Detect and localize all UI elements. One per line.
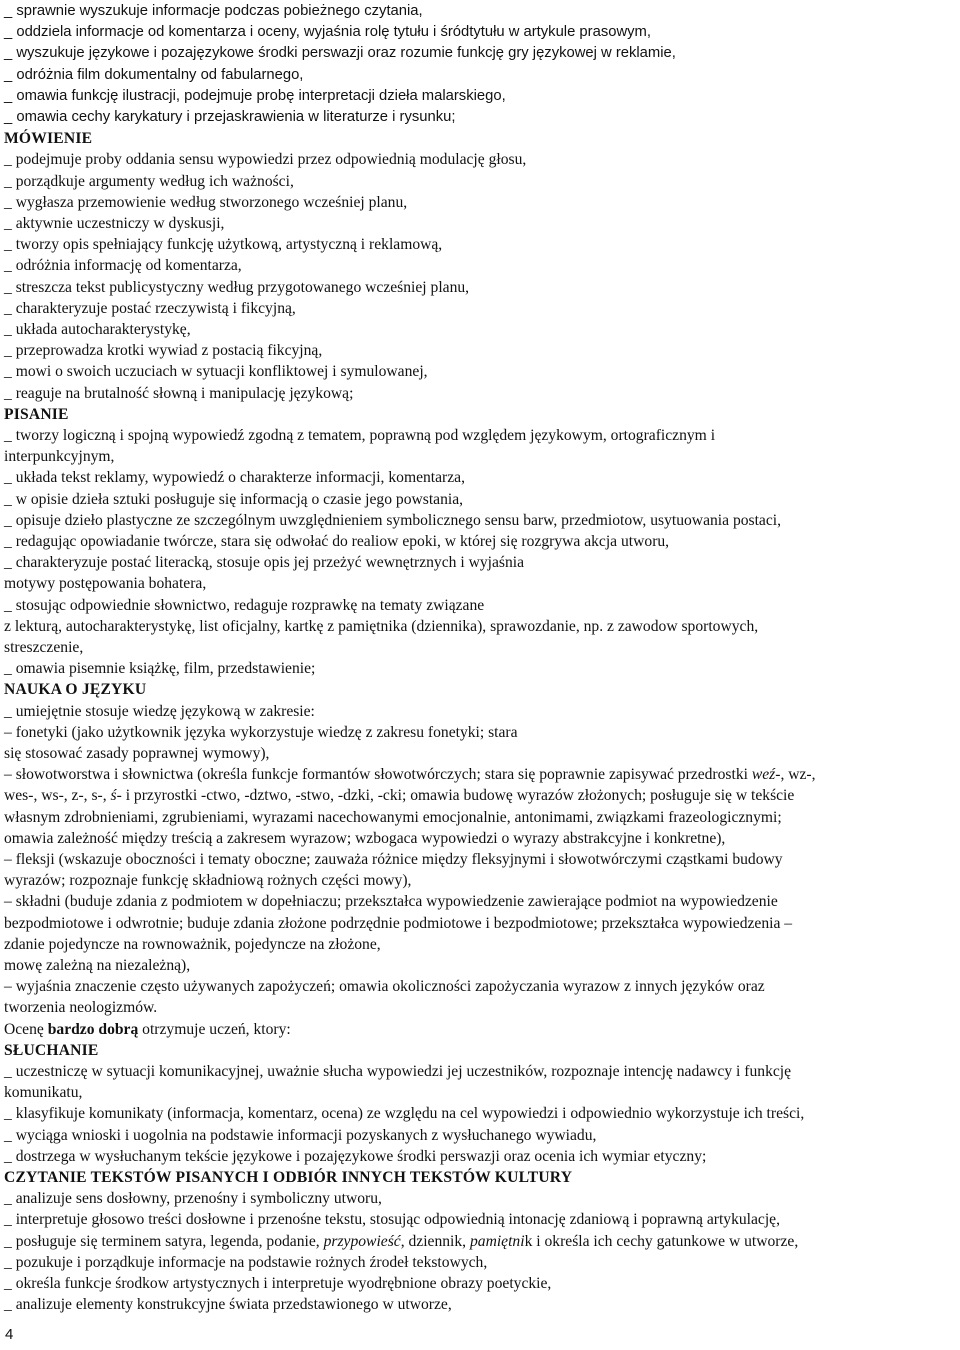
line-text: mowę zależną na niezależną), (4, 957, 191, 974)
line-text: _ odróżnia film dokumentalny od fabularnego, (4, 66, 304, 83)
line-text: – składni (buduje zdania z podmiotem w dopełniaczu; przekształca wypowiedzenie zawierające podmiot na wypowiedzenie (4, 893, 778, 911)
line-text: PISANIE (4, 405, 69, 423)
text-line (4, 573, 206, 594)
line-text: interpunkcyjnym, (4, 448, 115, 466)
line-text: _ układa tekst reklamy, wypowiedź o charakterze informacji, komentarza, (4, 469, 465, 487)
line-text: z lekturą, autocharakterystykę, list oficjalny, kartkę z pamiętnika (dziennika), sprawozdanie, np. z zawodow sportowych, (4, 617, 759, 635)
text-line (4, 849, 783, 870)
section-heading (4, 679, 146, 700)
text-line (4, 1019, 291, 1040)
text-line (4, 1, 423, 22)
text-line (4, 531, 669, 552)
text-line (4, 213, 224, 234)
text-line (4, 807, 782, 828)
line-text: _ omawia pisemnie książkę, film, przedstawienie; (4, 660, 316, 678)
line-text: – wyjaśnia znaczenie często używanych zapożyczeń; omawia okoliczności zapożyczania wyrazow z innych języków oraz (4, 978, 765, 996)
text-line (4, 361, 428, 382)
text-line (4, 467, 465, 488)
line-text: wes-, ws-, z-, s-, (4, 787, 111, 805)
line-text: _ tworzy logiczną i spojną wypowiedź zgodną z tematem, poprawną pod względem językowym, ortograficznym i (4, 427, 716, 444)
line-text: _ posługuje się terminem satyra, legenda, podanie, (4, 1232, 324, 1250)
line-text: _ dostrzega w wysłuchanym tekście językowe i pozajęzykowe środki perswazji oraz ocenia ich wymiar etyczny; (4, 1147, 707, 1165)
line-text: _ wygłasza przemowienie według stworzonego wcześniej planu, (4, 193, 408, 211)
line-text: _ porządkuje argumenty według ich ważności, (4, 172, 294, 190)
text-line (4, 764, 816, 785)
line-text: _ streszcza tekst publicystyczny według przygotowanego wcześniej planu, (4, 278, 470, 296)
line-text: bezpodmiotowe i odwrotnie; buduje zdania złożone podrzędnie podmiotowe i bezpodmiotowe; przekształca wypowiedzenia – (4, 914, 793, 932)
line-text: _ wyciąga wnioski i uogolnia na podstawie informacji pozyskanych z wysłuchanego wywiadu, (4, 1126, 597, 1144)
italic-text: przypowieść (323, 1232, 401, 1250)
line-text: _ omawia cechy karykatury i przejaskrawienia w literaturze i rysunku; (4, 109, 456, 125)
line-text: zdanie pojedyncze na rownoważnik, pojedyncze na złożone, (4, 935, 381, 953)
text-line (4, 1252, 487, 1273)
section-heading (4, 1040, 99, 1061)
text-line (4, 1082, 82, 1103)
text-line (4, 1146, 706, 1167)
line-text: otrzymuje uczeń, ktory: (138, 1020, 291, 1038)
text-line (4, 997, 157, 1018)
italic-text: pamiętni (469, 1232, 525, 1250)
line-text: _ analizuje sens dosłowny, przenośny i symboliczny utworu, (4, 1190, 382, 1208)
italic-text: weź- (751, 766, 781, 784)
line-text: _ podejmuje proby oddania sensu wypowiedzi przez odpowiednią modulację głosu, (4, 151, 527, 169)
text-line (4, 171, 294, 192)
line-text: _ stosując odpowiednie słownictwo, redaguje rozprawkę na tematy związane (4, 596, 485, 614)
text-line (4, 1188, 382, 1209)
line-text: _ wyszukuje językowe i pozajęzykowe środki perswazji oraz rozumie funkcję gry językowej w reklamie, (4, 45, 676, 62)
line-text: _ odróżnia informację od komentarza, (4, 257, 242, 275)
line-text: _ oddziela informacje od komentarza i oceny, wyjaśnia rolę tytułu i śródtytułu w artykule prasowym, (4, 24, 651, 41)
text-line (4, 107, 455, 128)
text-line (4, 595, 484, 616)
line-text: _ charakteryzuje postać literacką, stosuje opis jej przeżyć wewnętrznych i wyjaśnia (4, 554, 525, 572)
line-text: SŁUCHANIE (4, 1041, 99, 1059)
line-text: _ układa autocharakterystykę, (4, 321, 191, 338)
text-line (4, 255, 242, 276)
line-text: się stosować zasady poprawnej wymowy), (4, 745, 270, 762)
line-text: _ omawia funkcję ilustracji, podejmuje probę interpretacji dzieła malarskiego, (4, 87, 506, 104)
text-line (4, 870, 411, 891)
line-text: motywy postępowania bohatera, (4, 575, 207, 593)
line-text: – fleksji (wskazuje oboczności i tematy oboczne; zauważa różnice między fleksyjnymi i słowotwórczymi cząstkami budowy (4, 851, 783, 868)
text-line (4, 298, 296, 319)
text-line (4, 891, 778, 912)
line-text: _ opisuje dzieło plastyczne ze szczególnym uwzględnieniem symbolicznego sensu barw, przedmiotow, usytuowania postaci, (4, 511, 782, 529)
text-line (4, 510, 781, 531)
bold-text: bardzo dobrą (47, 1020, 139, 1038)
line-text: i przyrostki -ctwo, -dztwo, -stwo, -dzki, -cki; omawia budowę wyrazów złożonych; posługuje się w tekście (121, 787, 795, 805)
text-line (4, 425, 715, 446)
text-line (4, 234, 442, 255)
section-heading (4, 404, 69, 425)
line-text: komunikatu, (4, 1084, 83, 1102)
text-line (4, 319, 191, 340)
line-text: – słowotworstwa i słownictwa (określa funkcje formantów słowotwórczych; stara się poprawnie zapisywać przedrostki (4, 766, 752, 784)
text-line (4, 149, 526, 170)
text-line (4, 976, 765, 997)
line-text: _ reaguje na brutalność słowną i manipulację językową; (4, 384, 354, 402)
text-line (4, 552, 524, 573)
line-text: , dziennik, (400, 1232, 470, 1250)
line-text: _ pozukuje i porządkuje informacje na podstawie rożnych źrodeł tekstowych, (4, 1253, 488, 1271)
line-text: _ charakteryzuje postać rzeczywistą i fikcyjną, (4, 299, 296, 317)
text-line (4, 1273, 551, 1294)
line-text: _ sprawnie wyszukuje informacje podczas pobieżnego czytania, (4, 3, 423, 19)
text-line (4, 637, 83, 658)
text-line (4, 828, 725, 849)
text-line (4, 913, 792, 934)
line-text: _ przeprowadza krotki wywiad z postacią fikcyjną, (4, 342, 323, 360)
line-text: k i określa ich cechy gatunkowe w utworze, (524, 1232, 799, 1250)
text-line (4, 65, 303, 86)
text-line (4, 43, 676, 64)
line-text: , wz-, (780, 766, 816, 784)
text-line (4, 86, 506, 107)
line-text: CZYTANIE TEKSTÓW PISANYCH I ODBIÓR INNYCH TEKSTÓW KULTURY (4, 1169, 573, 1186)
line-text: wyrazów; rozpoznaje funkcję składniową rożnych części mowy), (4, 872, 412, 890)
text-line (4, 192, 407, 213)
text-line (4, 955, 190, 976)
line-text: własnym zdrobnieniami, zgrubieniami, wyrazami nacechowanymi emocjonalnie, antonimami, związkami frazeologicznymi; (4, 808, 782, 826)
line-text: _ klasyfikuje komunikaty (informacja, komentarz, ocena) ze względu na cel wypowiedzi i odpowiednio wykorzystuje ich treści, (4, 1105, 805, 1123)
section-heading (4, 1167, 572, 1188)
text-line (4, 489, 463, 510)
text-line (4, 658, 315, 679)
line-text: _ określa funkcje środkow artystycznych i interpretuje wyodrębnione obrazy poetyckie, (4, 1275, 552, 1292)
text-line (4, 1125, 596, 1146)
italic-text: ś- (110, 787, 122, 805)
text-line (4, 1209, 780, 1230)
text-line (4, 277, 469, 298)
text-line (4, 701, 315, 722)
text-line (4, 1294, 452, 1315)
text-line (4, 616, 758, 637)
text-line (4, 722, 518, 743)
line-text: NAUKA O JĘZYKU (4, 681, 147, 699)
line-text: _ mowi o swoich uczuciach w sytuacji konfliktowej i symulowanej, (4, 363, 428, 381)
line-text: _ tworzy opis spełniający funkcję użytkową, artystyczną i reklamową, (4, 236, 443, 254)
line-text: – fonetyki (jako użytkownik języka wykorzystuje wiedzę z zakresu fonetyki; stara (4, 723, 518, 741)
section-heading (4, 128, 92, 149)
line-text: tworzenia neologizmów. (4, 999, 158, 1017)
line-text: Ocenę (4, 1020, 48, 1038)
text-line (4, 743, 269, 764)
text-line (4, 340, 322, 361)
text-line (4, 446, 114, 467)
line-text: streszczenie, (4, 639, 84, 656)
text-line (4, 383, 353, 404)
text-line (4, 1061, 791, 1082)
line-text: omawia zależność między treścią a zakresem wyrazow; wzbogaca wypowiedzi o wyrazy abstrakcyjne i konkretne), (4, 829, 726, 847)
line-text: _ w opisie dzieła sztuki posługuje się informacją o czasie jego powstania, (4, 490, 464, 508)
text-line (4, 1103, 804, 1124)
text-line (4, 785, 794, 806)
line-text: _ redagując opowiadanie twórcze, stara się odwołać do realiow epoki, w której się rozgrywa akcja utworu, (4, 533, 670, 550)
text-line (4, 934, 381, 955)
text-line (4, 1231, 798, 1252)
line-text: _ umiejętnie stosuje wiedzę językową w zakresie: (4, 702, 315, 720)
line-text: MÓWIENIE (4, 130, 93, 148)
line-text: _ interpretuje głosowo treści dosłowne i przenośne tekstu, stosując odpowiednią intonację zdaniową i poprawną artykulację, (4, 1211, 780, 1229)
line-text: _ aktywnie uczestniczy w dyskusji, (4, 215, 225, 232)
line-text: _ uczestniczę w sytuacji komunikacyjnej, uważnie słucha wypowiedzi jej uczestników, rozpoznaje intencję nadawcy i funkcję (4, 1063, 792, 1080)
page-number: 4 (5, 1326, 14, 1343)
line-text: _ analizuje elementy konstrukcyjne świata przedstawionego w utworze, (4, 1296, 452, 1314)
text-line (4, 22, 651, 43)
